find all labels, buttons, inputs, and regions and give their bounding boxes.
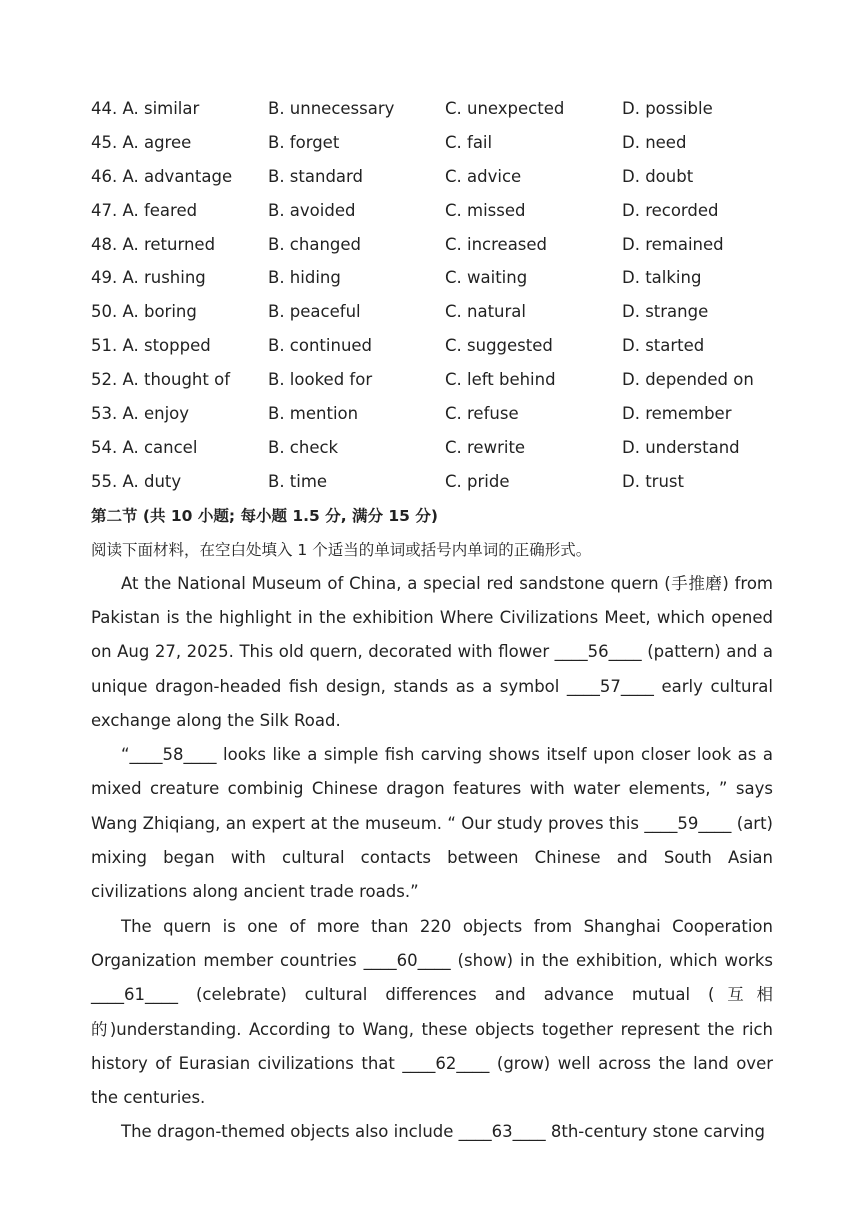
option-55-c: C. pride (445, 471, 510, 491)
option-54-c: C. rewrite (445, 437, 526, 457)
option-49-d: D. talking (622, 268, 702, 288)
option-45-b: B. forget (268, 132, 340, 152)
option-45-d: D. need (622, 132, 687, 152)
option-45-c: C. fail (445, 132, 493, 152)
option-row-51 (91, 329, 773, 363)
option-49-a: 49. A. rushing (91, 268, 206, 288)
option-50-c: C. natural (445, 302, 526, 322)
options-table (91, 92, 773, 499)
section-instruction: 阅读下面材料，在空白处填入 1 个适当的单词或括号内单词的正确形式。 (91, 540, 592, 559)
option-51-d: D. started (622, 336, 705, 356)
option-55-a: 55. A. duty (91, 471, 182, 491)
option-row-50 (91, 295, 773, 329)
option-51-c: C. suggested (445, 336, 553, 356)
option-47-a: 47. A. feared (91, 200, 198, 220)
option-48-a: 48. A. returned (91, 234, 216, 254)
option-row-44 (91, 92, 773, 126)
option-50-d: D. strange (622, 302, 709, 322)
option-row-52 (91, 363, 773, 397)
option-45-a: 45. A. agree (91, 132, 192, 152)
option-49-b: B. hiding (268, 268, 341, 288)
option-row-48 (91, 228, 773, 262)
option-44-d: D. possible (622, 99, 713, 118)
option-46-b: B. standard (268, 166, 363, 186)
passage-paragraph-2: “____58____ looks like a simple fish carving shows itself upon closer look as a mixed creature combinig Chinese dragon features with water elements, ” says Wang Zhiqiang, an expert at the museum. “ Our study proves this ____59____ (art) mixing began with cultural contacts between Chinese and South Asian civilizations along ancient trade roads.” (91, 745, 773, 902)
option-54-d: D. understand (622, 437, 740, 457)
option-52-a: 52. A. thought of (91, 370, 231, 390)
option-54-b: B. check (268, 437, 339, 457)
option-44-a: 44. A. similar (91, 99, 200, 118)
option-row-55 (91, 465, 773, 499)
option-54-a: 54. A. cancel (91, 437, 198, 457)
option-52-d: D. depended on (622, 370, 754, 390)
option-55-d: D. trust (622, 471, 684, 491)
option-50-a: 50. A. boring (91, 302, 197, 322)
option-55-b: B. time (268, 471, 328, 491)
option-50-b: B. peaceful (268, 302, 361, 322)
passage-paragraph-3: The quern is one of more than 220 objects from Shanghai Cooperation Organization member countries ____60____ (show) in the exhibition, which works ____61____ (celebrate) cultural differences and advance mutual (互相的)understanding. According to Wang, these objects together represent the rich history of Eurasian civilizations that ____62____ (grow) well across the land over the centuries. (91, 916, 773, 1108)
option-48-c: C. increased (445, 234, 548, 254)
option-53-a: 53. A. enjoy (91, 404, 190, 424)
option-48-d: D. remained (622, 234, 724, 254)
option-row-46 (91, 160, 773, 194)
section-heading: 第二节 (共 10 小题; 每小题 1.5 分, 满分 15 分) (91, 506, 438, 525)
option-53-b: B. mention (268, 404, 359, 424)
passage-paragraph-1: At the National Museum of China, a special red sandstone quern (手推磨) from Pakistan is the highlight in the exhibition Where Civilizations Meet, which opened on Aug 27, 2025. This old quern, decorated with flower ____56____ (pattern) and a unique dragon-headed fish design, stands as a symbol ____57____ early cultural exchange along the Silk Road. (91, 573, 773, 730)
option-53-d: D. remember (622, 404, 732, 424)
option-row-54 (91, 431, 773, 465)
option-row-47 (91, 194, 773, 228)
option-row-53 (91, 397, 773, 431)
option-46-d: D. doubt (622, 166, 694, 186)
option-47-b: B. avoided (268, 200, 356, 220)
passage-paragraph-4: The dragon-themed objects also include ____63____ 8th-century stone carving (121, 1122, 765, 1142)
option-47-d: D. recorded (622, 200, 719, 220)
document-page (91, 92, 773, 1150)
option-51-b: B. continued (268, 336, 373, 356)
option-48-b: B. changed (268, 234, 362, 254)
option-47-c: C. missed (445, 200, 526, 220)
option-52-b: B. looked for (268, 370, 373, 390)
option-53-c: C. refuse (445, 404, 519, 424)
option-row-49 (91, 261, 773, 295)
option-46-c: C. advice (445, 166, 522, 186)
option-49-c: C. waiting (445, 268, 528, 288)
option-46-a: 46. A. advantage (91, 166, 233, 186)
option-44-c: C. unexpected (445, 99, 565, 118)
option-52-c: C. left behind (445, 370, 556, 390)
option-row-45 (91, 126, 773, 160)
option-44-b: B. unnecessary (268, 99, 395, 118)
option-51-a: 51. A. stopped (91, 336, 211, 356)
